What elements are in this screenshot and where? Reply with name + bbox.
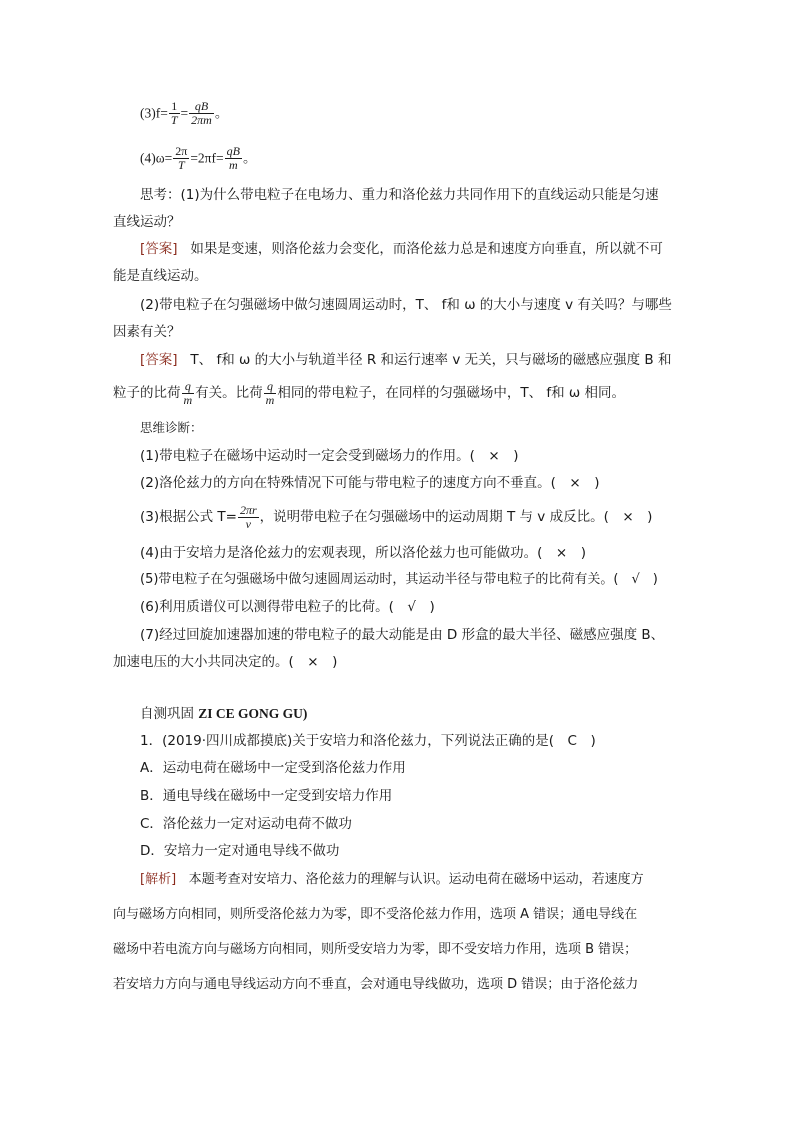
- answer-1-line1: [答案] 如果是变速，则洛伦兹力会变化，而洛伦兹力总是和速度方向垂直，所以就不可: [140, 241, 663, 257]
- think-question-1-line2: 直线运动？: [113, 214, 181, 230]
- diagnosis-item-4: (4)由于安培力是洛伦兹力的宏观表现，所以洛伦兹力也可能做功。( × ): [140, 545, 586, 561]
- analysis-line3: 磁场中若电流方向与磁场方向相同，则所受安培力为零，即不受安培力作用，选项 B 错误；: [113, 942, 638, 957]
- analysis-line2: 向与磁场方向相同，则所受洛伦兹力为零，即不受洛伦兹力作用，选项 A 错误；通电导线在: [113, 907, 638, 922]
- question-1: 1．(2019·四川成都摸底)关于安培力和洛伦兹力，下列说法正确的是( C ): [140, 733, 596, 749]
- option-c: C．洛伦兹力一定对运动电荷不做功: [140, 816, 352, 832]
- fraction-2pi-over-T: $\frac{2\pi}{T}$: [175, 144, 188, 172]
- diagnosis-title: 思维诊断：: [140, 420, 203, 435]
- think-question-1-line1: 思考：(1)为什么带电粒子在电场力、重力和洛伦兹力共同作用下的直线运动只能是匀速: [140, 187, 659, 203]
- fraction-qB-over-2pim: $\frac{qB}{2\pi m}$: [191, 99, 212, 127]
- fraction-1-over-T: $\frac{1}{T}$: [170, 99, 178, 127]
- diagnosis-item-2: (2)洛伦兹力的方向在特殊情况下可能与带电粒子的速度方向不垂直。( × ): [140, 475, 600, 491]
- diagnosis-item-3: (3)根据公式 T= $\frac{2\pi r}{v}$ ，说明带电粒子在匀强磁场中的运动周期 T 与 v 成反比。( × ): [140, 502, 653, 531]
- option-a: A．运动电荷在磁场中一定受到洛伦兹力作用: [140, 760, 406, 776]
- answer-1-line2: 能是直线运动。: [113, 268, 208, 284]
- fraction-2pir-over-v: $\frac{2\pi r}{v}$: [239, 502, 257, 531]
- diagnosis-item-7-line2: 加速电压的大小共同决定的。( × ): [113, 654, 338, 670]
- selftest-title: 自测巩固 ZI CE GONG GU): [140, 706, 308, 722]
- analysis-line4: 若安培力方向与通电导线运动方向不垂直，会对通电导线做功，选项 D 错误；由于洛伦兹力: [113, 977, 639, 992]
- diagnosis-item-1: (1)带电粒子在磁场中运动时一定会受到磁场力的作用。( × ): [140, 448, 519, 464]
- think-question-2-line2: 因素有关？: [113, 324, 181, 340]
- answer-tag: [答案]: [140, 352, 178, 368]
- formula-angular-velocity: (4)ω= $\frac{2\pi}{T}$ =2πf= $\frac{qB}{m}$ 。: [140, 144, 257, 172]
- option-d: D．安培力一定对通电导线不做功: [140, 843, 340, 859]
- think-question-2-line1: (2)带电粒子在匀强磁场中做匀速圆周运动时，T、 f和 ω 的大小与速度 v 有关吗？与哪些: [140, 297, 672, 313]
- analysis-tag: [解析]: [140, 872, 177, 887]
- answer-2-line1: [答案] T、 f和 ω 的大小与轨道半径 R 和运行速率 v 无关，只与磁场的磁感应强度 B 和: [140, 352, 672, 368]
- option-b: B．通电导线在磁场中一定受到安培力作用: [140, 788, 393, 804]
- diagnosis-item-6: (6)利用质谱仪可以测得带电粒子的比荷。( √ ): [140, 599, 435, 615]
- diagnosis-item-5: (5)带电粒子在匀强磁场中做匀速圆周运动时，其运动半径与带电粒子的比荷有关。( √ ): [140, 572, 658, 587]
- answer-tag: [答案]: [140, 241, 178, 257]
- fraction-qB-over-m: $\frac{qB}{m}$: [226, 144, 240, 172]
- analysis-line1: [解析] 本题考查对安培力、洛伦兹力的理解与认识。运动电荷在磁场中运动，若速度方: [140, 872, 644, 887]
- answer-2-line2: 粒子的比荷 $\frac{q}{m}$ 有关。比荷 $\frac{q}{m}$ 相同的带电粒子，在同样的匀强磁场中，T、 f和 ω 相同。: [113, 378, 626, 407]
- diagnosis-item-7-line1: (7)经过回旋加速器加速的带电粒子的最大动能是由 D 形盒的最大半径、磁感应强度 B、: [140, 627, 665, 643]
- formula-frequency: (3)f= $\frac{1}{T}$ = $\frac{qB}{2\pi m}$ 。: [140, 99, 229, 127]
- fraction-q-over-m: $\frac{q}{m}$: [183, 378, 193, 407]
- fraction-q-over-m: $\frac{q}{m}$: [265, 378, 275, 407]
